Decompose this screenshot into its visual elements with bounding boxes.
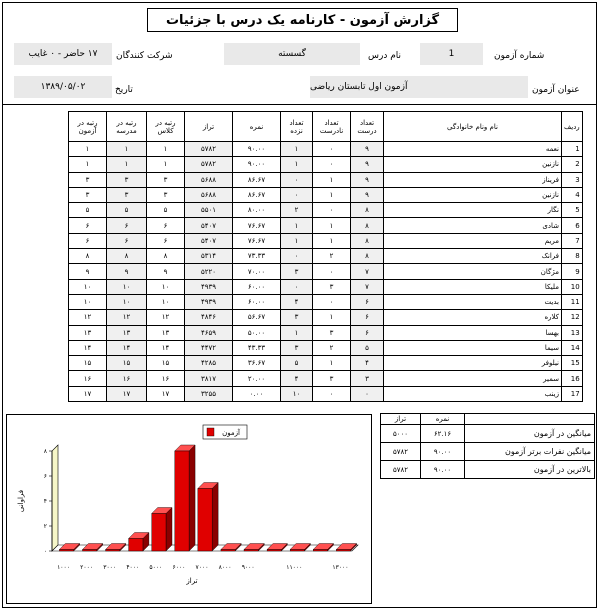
student-name-cell: شادی [384,218,562,233]
table-cell: ۱۷ [69,386,107,401]
col-header: تعداد درست [351,112,384,142]
student-name-cell: نازنین [384,187,562,202]
histogram-bar [198,489,212,552]
table-cell: ۶ [147,218,185,233]
table-cell: ۱۰ [107,294,147,309]
x-tick-label: ۹۰۰۰ [241,564,255,571]
table-cell: ۱ [313,218,351,233]
table-cell: ۱۰ [147,294,185,309]
table-cell: ۱۴ [69,340,107,355]
student-name-cell: زینب [384,386,562,401]
stats-label: بالاترین در آزمون [465,461,595,479]
table-row [69,310,583,325]
table-cell: ۱۰ [147,279,185,294]
histogram-bar [221,550,235,552]
table-cell: ۳ [107,187,147,202]
table-cell: ۵۷۸۲ [185,157,233,172]
report-title: گزارش آزمون - کارنامه یک درس با جزئیات [147,8,458,32]
table-cell: ۹ [147,264,185,279]
table-cell: ۱ [313,310,351,325]
y-tick-label: ۶ [43,473,47,480]
y-axis-label: فراوانی [17,489,25,513]
table-cell: ۲ [313,340,351,355]
table-cell: ۹ [351,157,384,172]
stats-header [465,414,595,425]
table-cell: ۳ [107,172,147,187]
table-cell: ۱۰ [69,294,107,309]
histogram-bar [290,550,304,552]
table-cell: ۵۳۱۴ [185,249,233,264]
table-cell: ۱ [281,325,313,340]
table-cell: ۵۲۲۰ [185,264,233,279]
table-cell: ۰ [313,203,351,218]
histogram-bar [106,550,120,552]
y-tick-label: ۰ [43,548,47,555]
x-tick-label: ۵۰۰۰ [149,564,163,571]
table-cell: ۴۳.۳۳ [233,340,281,355]
table-cell: ۷۳.۳۳ [233,249,281,264]
table-cell: 11 [562,294,583,309]
table-cell: ۵۴۰۷ [185,218,233,233]
col-header: ردیف [562,112,583,142]
table-cell: ۱ [313,172,351,187]
table-cell: ۱ [147,142,185,157]
histogram-bar [129,539,143,552]
legend-label: آزمون [222,429,240,437]
table-row [69,218,583,233]
table-row [69,172,583,187]
histogram-bar-side [189,445,195,551]
table-cell: ۳۶.۶۷ [233,356,281,371]
table-cell: ۱ [107,142,147,157]
table-cell: ۱ [281,218,313,233]
table-cell: ۵ [69,203,107,218]
student-name-cell: نیلوفر [384,356,562,371]
table-cell: ۰ [313,264,351,279]
table-cell: ۱ [281,142,313,157]
y-tick-label: ۴ [43,498,47,505]
table-cell: ۸ [69,249,107,264]
table-cell: ۱۲ [69,310,107,325]
table-cell: ۱۵ [69,356,107,371]
histogram-bar [244,550,258,552]
table-header-row [69,112,583,142]
table-cell: ۶۰.۰۰ [233,294,281,309]
table-cell: ۴ [281,294,313,309]
table-cell: ۵۶۸۸ [185,172,233,187]
student-name-cell: کلاره [384,310,562,325]
col-header: نمره [233,112,281,142]
table-cell: ۱ [69,142,107,157]
table-cell: ۳ [281,340,313,355]
table-cell: ۴۲۸۵ [185,356,233,371]
student-name-cell: مریم [384,233,562,248]
table-cell: ۳ [69,172,107,187]
student-name-cell: فرانک [384,249,562,264]
table-cell: ۵۶.۶۷ [233,310,281,325]
table-cell: ۱ [313,356,351,371]
table-cell: ۶ [107,233,147,248]
table-cell: ۹ [351,172,384,187]
table-cell: ۱ [281,157,313,172]
student-name-cell: بهسا [384,325,562,340]
col-header: نام ونام خانوادگی [384,112,562,142]
histogram-bar [82,550,96,552]
table-cell: ۸ [107,249,147,264]
table-cell: ۰ [313,157,351,172]
table-cell: ۴ [351,356,384,371]
histogram-bar [59,550,73,552]
table-cell: ۰ [313,142,351,157]
table-cell: ۶ [351,294,384,309]
table-cell: ۹ [351,187,384,202]
table-cell: ۳ [147,172,185,187]
table-cell: ۱۴ [107,340,147,355]
col-header: رتبه در آزمون [69,112,107,142]
table-cell: ۴۴۷۲ [185,340,233,355]
exam-title-label: عنوان آزمون [532,85,580,95]
stats-row [381,425,595,443]
table-cell: 7 [562,233,583,248]
table-cell: 1 [562,142,583,157]
table-cell: ۵ [107,203,147,218]
table-cell: ۱۶ [69,371,107,386]
table-row [69,157,583,172]
table-cell: ۰ [313,294,351,309]
table-cell: ۷۰.۰۰ [233,264,281,279]
stats-level: ۵۷۸۲ [381,443,421,461]
table-cell: 13 [562,325,583,340]
table-cell: ۶ [69,218,107,233]
table-cell: ۱ [281,233,313,248]
table-row [69,356,583,371]
table-cell: ۱۷ [147,386,185,401]
table-cell: ۷ [351,279,384,294]
table-row [69,325,583,340]
x-tick-label: ۸۰۰۰ [218,564,232,571]
participants-label: شرکت کنندگان [116,51,173,61]
table-cell: 16 [562,371,583,386]
table-cell: ۵۶۸۸ [185,187,233,202]
table-cell: ۱۲ [147,310,185,325]
table-cell: ۴۹۳۹ [185,294,233,309]
table-cell: ۳ [313,279,351,294]
table-cell: ۵ [147,203,185,218]
stats-score: ۹۰.۰۰ [421,443,465,461]
table-cell: 4 [562,187,583,202]
exam-title-field: آزمون اول تابستان ریاضی [310,76,528,98]
table-cell: ۶۰.۰۰ [233,279,281,294]
table-cell: ۴ [281,371,313,386]
x-tick-label: ۷۰۰۰ [195,564,209,571]
table-row [69,264,583,279]
col-header: تراز [185,112,233,142]
student-name-cell: نگار [384,203,562,218]
table-cell: ۰ [281,172,313,187]
table-cell: ۹۰.۰۰ [233,142,281,157]
table-cell: ۹ [107,264,147,279]
table-cell: ۹ [351,142,384,157]
table-cell: ۶ [351,310,384,325]
table-cell: ۷۶.۶۷ [233,218,281,233]
table-cell: ۴۹۳۹ [185,279,233,294]
table-cell: ۷۶.۶۷ [233,233,281,248]
table-cell: ۴۸۴۶ [185,310,233,325]
table-cell: ۱ [313,233,351,248]
table-cell: ۸ [351,233,384,248]
x-tick-label: ۱۱۰۰۰ [286,564,303,571]
table-row [69,294,583,309]
table-cell: ۳ [69,187,107,202]
table-cell: ۳ [281,264,313,279]
histogram-bar [336,550,350,552]
student-name-cell: سیما [384,340,562,355]
y-tick-label: ۲ [43,523,47,530]
table-cell: 2 [562,157,583,172]
table-cell: ۹۰.۰۰ [233,157,281,172]
col-header: رتبه در مدرسه [107,112,147,142]
table-cell: ۵ [351,340,384,355]
table-cell: ۵ [281,356,313,371]
legend-swatch [207,428,214,436]
table-cell: ۳ [147,187,185,202]
table-cell: ۱۰ [69,279,107,294]
table-cell: ۱ [69,157,107,172]
stats-level: ۵۷۸۲ [381,461,421,479]
histogram-bar-side [212,483,218,552]
stats-header: تراز [381,414,421,425]
table-cell: ۵۰.۰۰ [233,325,281,340]
table-cell: ۰ [351,386,384,401]
table-cell: ۸۶.۶۷ [233,172,281,187]
student-name-cell: مژگان [384,264,562,279]
table-cell: ۱۳ [107,325,147,340]
stats-score: ۶۲.۱۶ [421,425,465,443]
table-cell: ۲ [313,249,351,264]
table-cell: ۶ [147,233,185,248]
table-cell: ۰ [281,187,313,202]
table-cell: ۴۶۵۹ [185,325,233,340]
y-tick-label: ۸ [43,448,47,455]
table-cell: ۰.۰۰ [233,386,281,401]
table-row [69,371,583,386]
histogram-chart [7,415,371,603]
x-tick-label: ۳۰۰۰ [103,564,117,571]
histogram-bar [313,550,327,552]
histogram-bar [267,550,281,552]
table-cell: ۱ [107,157,147,172]
table-row [69,203,583,218]
table-cell: ۱۷ [107,386,147,401]
table-cell: ۸ [351,249,384,264]
table-cell: ۲۰.۰۰ [233,371,281,386]
histogram-bar [152,514,166,552]
table-cell: ۱۳ [147,325,185,340]
table-cell: 15 [562,356,583,371]
x-tick-label: ۱۰۰۰ [57,564,70,571]
results-table [68,111,583,402]
table-row [69,340,583,355]
table-cell: ۱۶ [147,371,185,386]
table-row [69,187,583,202]
stats-label: میانگین در آزمون [465,425,595,443]
histogram-bar-side [166,508,172,552]
student-name-cell: فریناز [384,172,562,187]
table-cell: ۵۴۰۷ [185,233,233,248]
stats-header-row [381,414,595,425]
table-cell: ۳۲۵۵ [185,386,233,401]
table-cell: ۱ [147,157,185,172]
exam-number-label: شماره آزمون [494,51,545,61]
table-cell: ۳ [281,310,313,325]
exam-number-field: 1 [420,43,483,65]
stats-label: میانگین نفرات برتر آزمون [465,443,595,461]
table-cell: ۸ [147,249,185,264]
table-cell: ۸ [351,218,384,233]
table-cell: ۱۶ [107,371,147,386]
x-tick-label: ۱۳۰۰۰ [332,564,349,571]
date-field: ۱۳۸۹/۰۵/۰۲ [14,76,112,98]
stats-header: نمره [421,414,465,425]
table-cell: ۱۲ [107,310,147,325]
table-cell: ۶ [69,233,107,248]
table-cell: ۸۰.۰۰ [233,203,281,218]
col-header: تعداد نزده [281,112,313,142]
table-cell: ۲ [281,203,313,218]
table-cell: 9 [562,264,583,279]
col-header: رتبه در کلاس [147,112,185,142]
table-row [69,233,583,248]
table-row [69,386,583,401]
x-tick-label: ۲۰۰۰ [80,564,94,571]
table-cell: ۰ [281,279,313,294]
table-cell: ۵۵۰۱ [185,203,233,218]
table-cell: ۶ [107,218,147,233]
course-label: نام درس [368,51,402,61]
table-cell: ۱۰ [107,279,147,294]
table-cell: 8 [562,249,583,264]
student-name-cell: مليکا [384,279,562,294]
table-cell: ۳ [313,371,351,386]
table-row [69,142,583,157]
table-cell: ۱۰ [281,386,313,401]
date-label: تاریخ [115,85,133,95]
table-cell: ۰ [313,386,351,401]
x-axis-label: تراز [186,577,198,585]
stats-score: ۹۰.۰۰ [421,461,465,479]
x-tick-label: ۶۰۰۰ [172,564,186,571]
stats-table [380,413,595,479]
table-cell: 3 [562,172,583,187]
table-cell: ۳ [351,371,384,386]
stats-level: ۵۰۰۰ [381,425,421,443]
table-cell: ۹ [69,264,107,279]
stats-row [381,443,595,461]
participants-field: ۱۷ حاضر - ۰ غایب [14,43,112,65]
table-cell: ۳ [313,325,351,340]
table-cell: ۱۵ [147,356,185,371]
histogram-panel [6,414,372,604]
course-field: گسسته [224,43,360,65]
student-name-cell: نازنین [384,157,562,172]
table-cell: 5 [562,203,583,218]
table-cell: ۰ [281,249,313,264]
student-name-cell: نعمه [384,142,562,157]
x-tick-label: ۴۰۰۰ [126,564,140,571]
table-cell: 6 [562,218,583,233]
table-cell: ۸ [351,203,384,218]
table-cell: 17 [562,386,583,401]
table-cell: 10 [562,279,583,294]
table-cell: ۱۳ [69,325,107,340]
table-row [69,279,583,294]
table-cell: ۱۵ [107,356,147,371]
table-row [69,249,583,264]
student-name-cell: بدیت [384,294,562,309]
stats-row [381,461,595,479]
header-divider [2,104,597,105]
table-cell: ۱۴ [147,340,185,355]
table-cell: 14 [562,340,583,355]
table-cell: ۷ [351,264,384,279]
table-cell: ۶ [351,325,384,340]
histogram-bar [175,451,189,551]
col-header: تعداد نادرست [313,112,351,142]
table-cell: ۱ [313,187,351,202]
table-cell: ۵۷۸۲ [185,142,233,157]
table-cell: 12 [562,310,583,325]
table-cell: ۸۶.۶۷ [233,187,281,202]
student-name-cell: سمير [384,371,562,386]
chart-side-wall [52,445,58,551]
table-cell: ۳۸۱۷ [185,371,233,386]
